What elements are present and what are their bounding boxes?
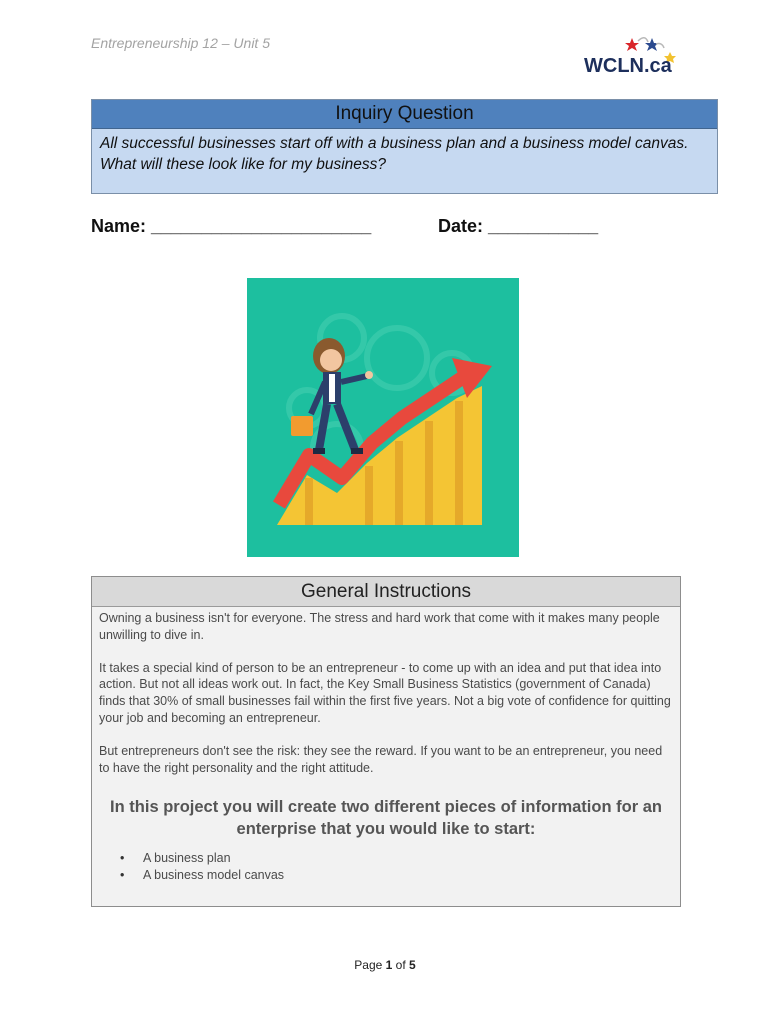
- instructions-paragraph: Owning a business isn't for everyone. The stress and hard work that come with it makes many people unwilling to dive in.: [99, 611, 660, 642]
- inquiry-question-box: [91, 99, 718, 194]
- date-field[interactable]: Date: ___________: [438, 216, 599, 236]
- list-item: • A business model canvas: [120, 868, 285, 883]
- page-prefix: Page: [354, 958, 383, 972]
- instructions-paragraph: It takes a special kind of person to be an entrepreneur - to come up with an idea and put that idea into action. But not all ideas work out. In fact, the Key Small Business Statistics (government of Canada) finds that 30% of small businesses fail within the first five years. Not a big vote of confidence for quitting your job and becoming an entrepreneur.: [99, 660, 671, 725]
- project-highlight: In this project you will create two different pieces of information for an enterprise that you would like to start:: [110, 798, 662, 839]
- entrepreneur-illustration: [247, 278, 519, 557]
- svg-text:WCLN.ca: WCLN.ca: [584, 55, 672, 77]
- list-item: • A business plan: [120, 851, 231, 866]
- instructions-title: General Instructions: [92, 577, 680, 607]
- course-header: Entrepreneurship 12 – Unit 5: [91, 35, 270, 51]
- deliverables-list: [92, 850, 680, 884]
- bullet-icon: •: [120, 868, 125, 883]
- inquiry-text: All successful businesses start off with a business plan and a business model canvas. What will these look like for my business?: [100, 135, 689, 173]
- wcln-logo: [582, 32, 682, 80]
- page-total: 5: [409, 958, 416, 972]
- general-instructions-box: [91, 576, 681, 907]
- bullet-icon: •: [120, 851, 125, 866]
- page-footer: [0, 958, 770, 972]
- inquiry-title: Inquiry Question: [92, 100, 717, 129]
- page-current: 1: [385, 958, 393, 972]
- page-of: of: [395, 958, 406, 972]
- instructions-paragraph: But entrepreneurs don't see the risk: they see the reward. If you want to be an entrepreneur, you need to have the right personality and the right attitude.: [99, 743, 663, 775]
- name-field[interactable]: Name: ______________________: [91, 216, 372, 236]
